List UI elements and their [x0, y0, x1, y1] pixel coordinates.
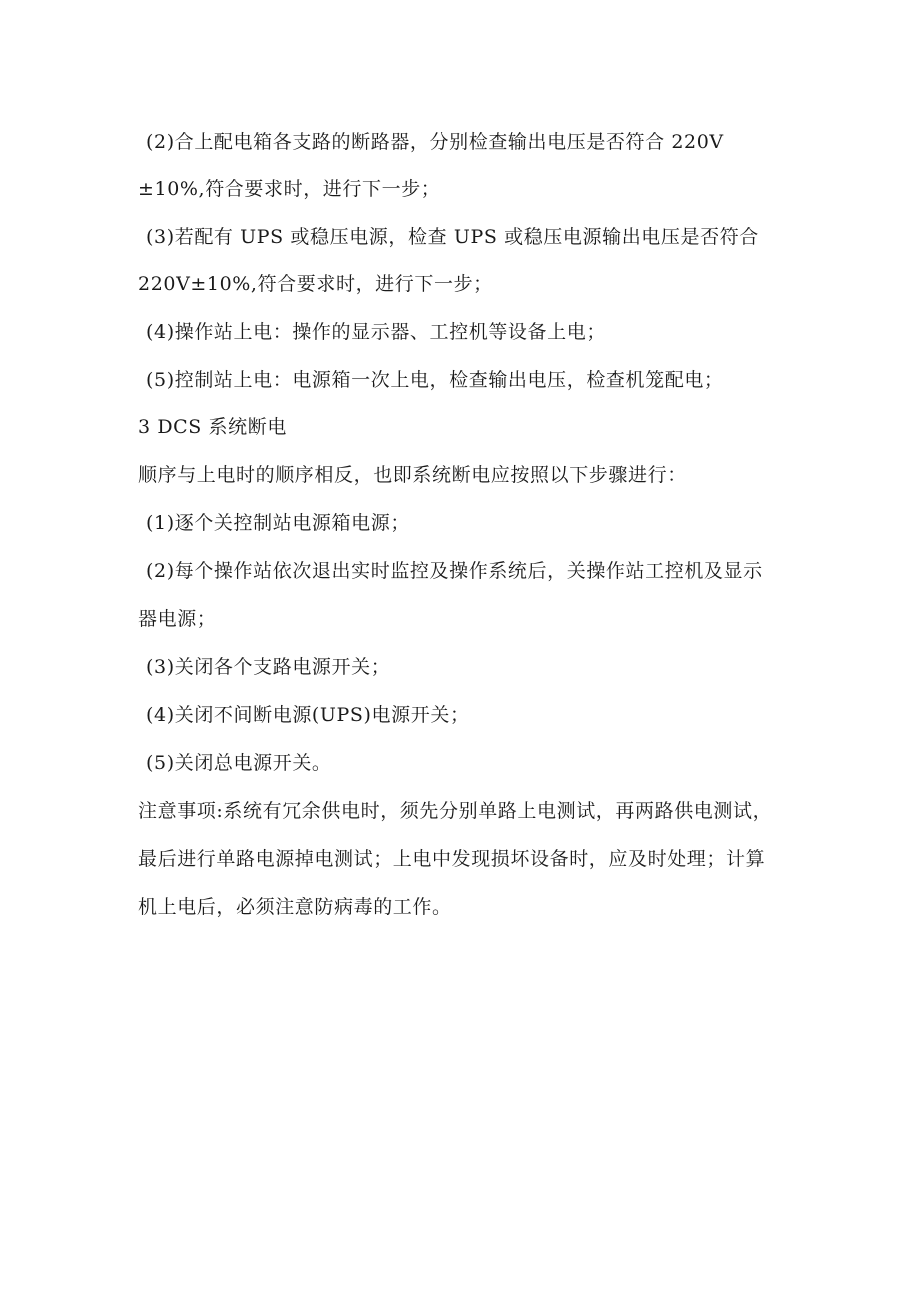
step-3-power-on-line-2: 220V±10%,符合要求时，进行下一步；: [138, 273, 493, 295]
step-4-power-on: (4)操作站上电：操作的显示器、工控机等设备上电；: [146, 321, 606, 343]
step-5-power-off: (5)关闭总电源开关。: [146, 752, 332, 774]
step-3-power-on-line-1: (3)若配有 UPS 或稳压电源，检查 UPS 或稳压电源输出电压是否符合: [146, 226, 759, 248]
notes-line-2: 最后进行单路电源掉电测试；上电中发现损坏设备时，应及时处理；计算: [138, 848, 766, 870]
step-4-power-off: (4)关闭不间断电源(UPS)电源开关；: [146, 704, 470, 726]
notes-line-3: 机上电后，必须注意防病毒的工作。: [138, 896, 452, 918]
notes-line-1: 注意事项:系统有冗余供电时，须先分别单路上电测试，再两路供电测试，: [138, 800, 773, 822]
step-2-power-on-line-1: (2)合上配电箱各支路的断路器，分别检查输出电压是否符合 220V: [146, 131, 724, 153]
step-1-power-off: (1)逐个关控制站电源箱电源；: [146, 512, 410, 534]
step-3-power-off: (3)关闭各个支路电源开关；: [146, 656, 391, 678]
step-2-power-off-line-2: 器电源；: [138, 608, 217, 630]
step-2-power-on-line-2: ±10%,符合要求时，进行下一步；: [138, 178, 441, 200]
step-5-power-on: (5)控制站上电：电源箱一次上电，检查输出电压，检查机笼配电；: [146, 369, 724, 391]
step-2-power-off-line-1: (2)每个操作站依次退出实时监控及操作系统后，关操作站工控机及显示: [146, 560, 763, 582]
section-heading-dcs-power-off: 3 DCS 系统断电: [138, 416, 287, 438]
power-off-intro: 顺序与上电时的顺序相反，也即系统断电应按照以下步骤进行：: [138, 464, 687, 486]
